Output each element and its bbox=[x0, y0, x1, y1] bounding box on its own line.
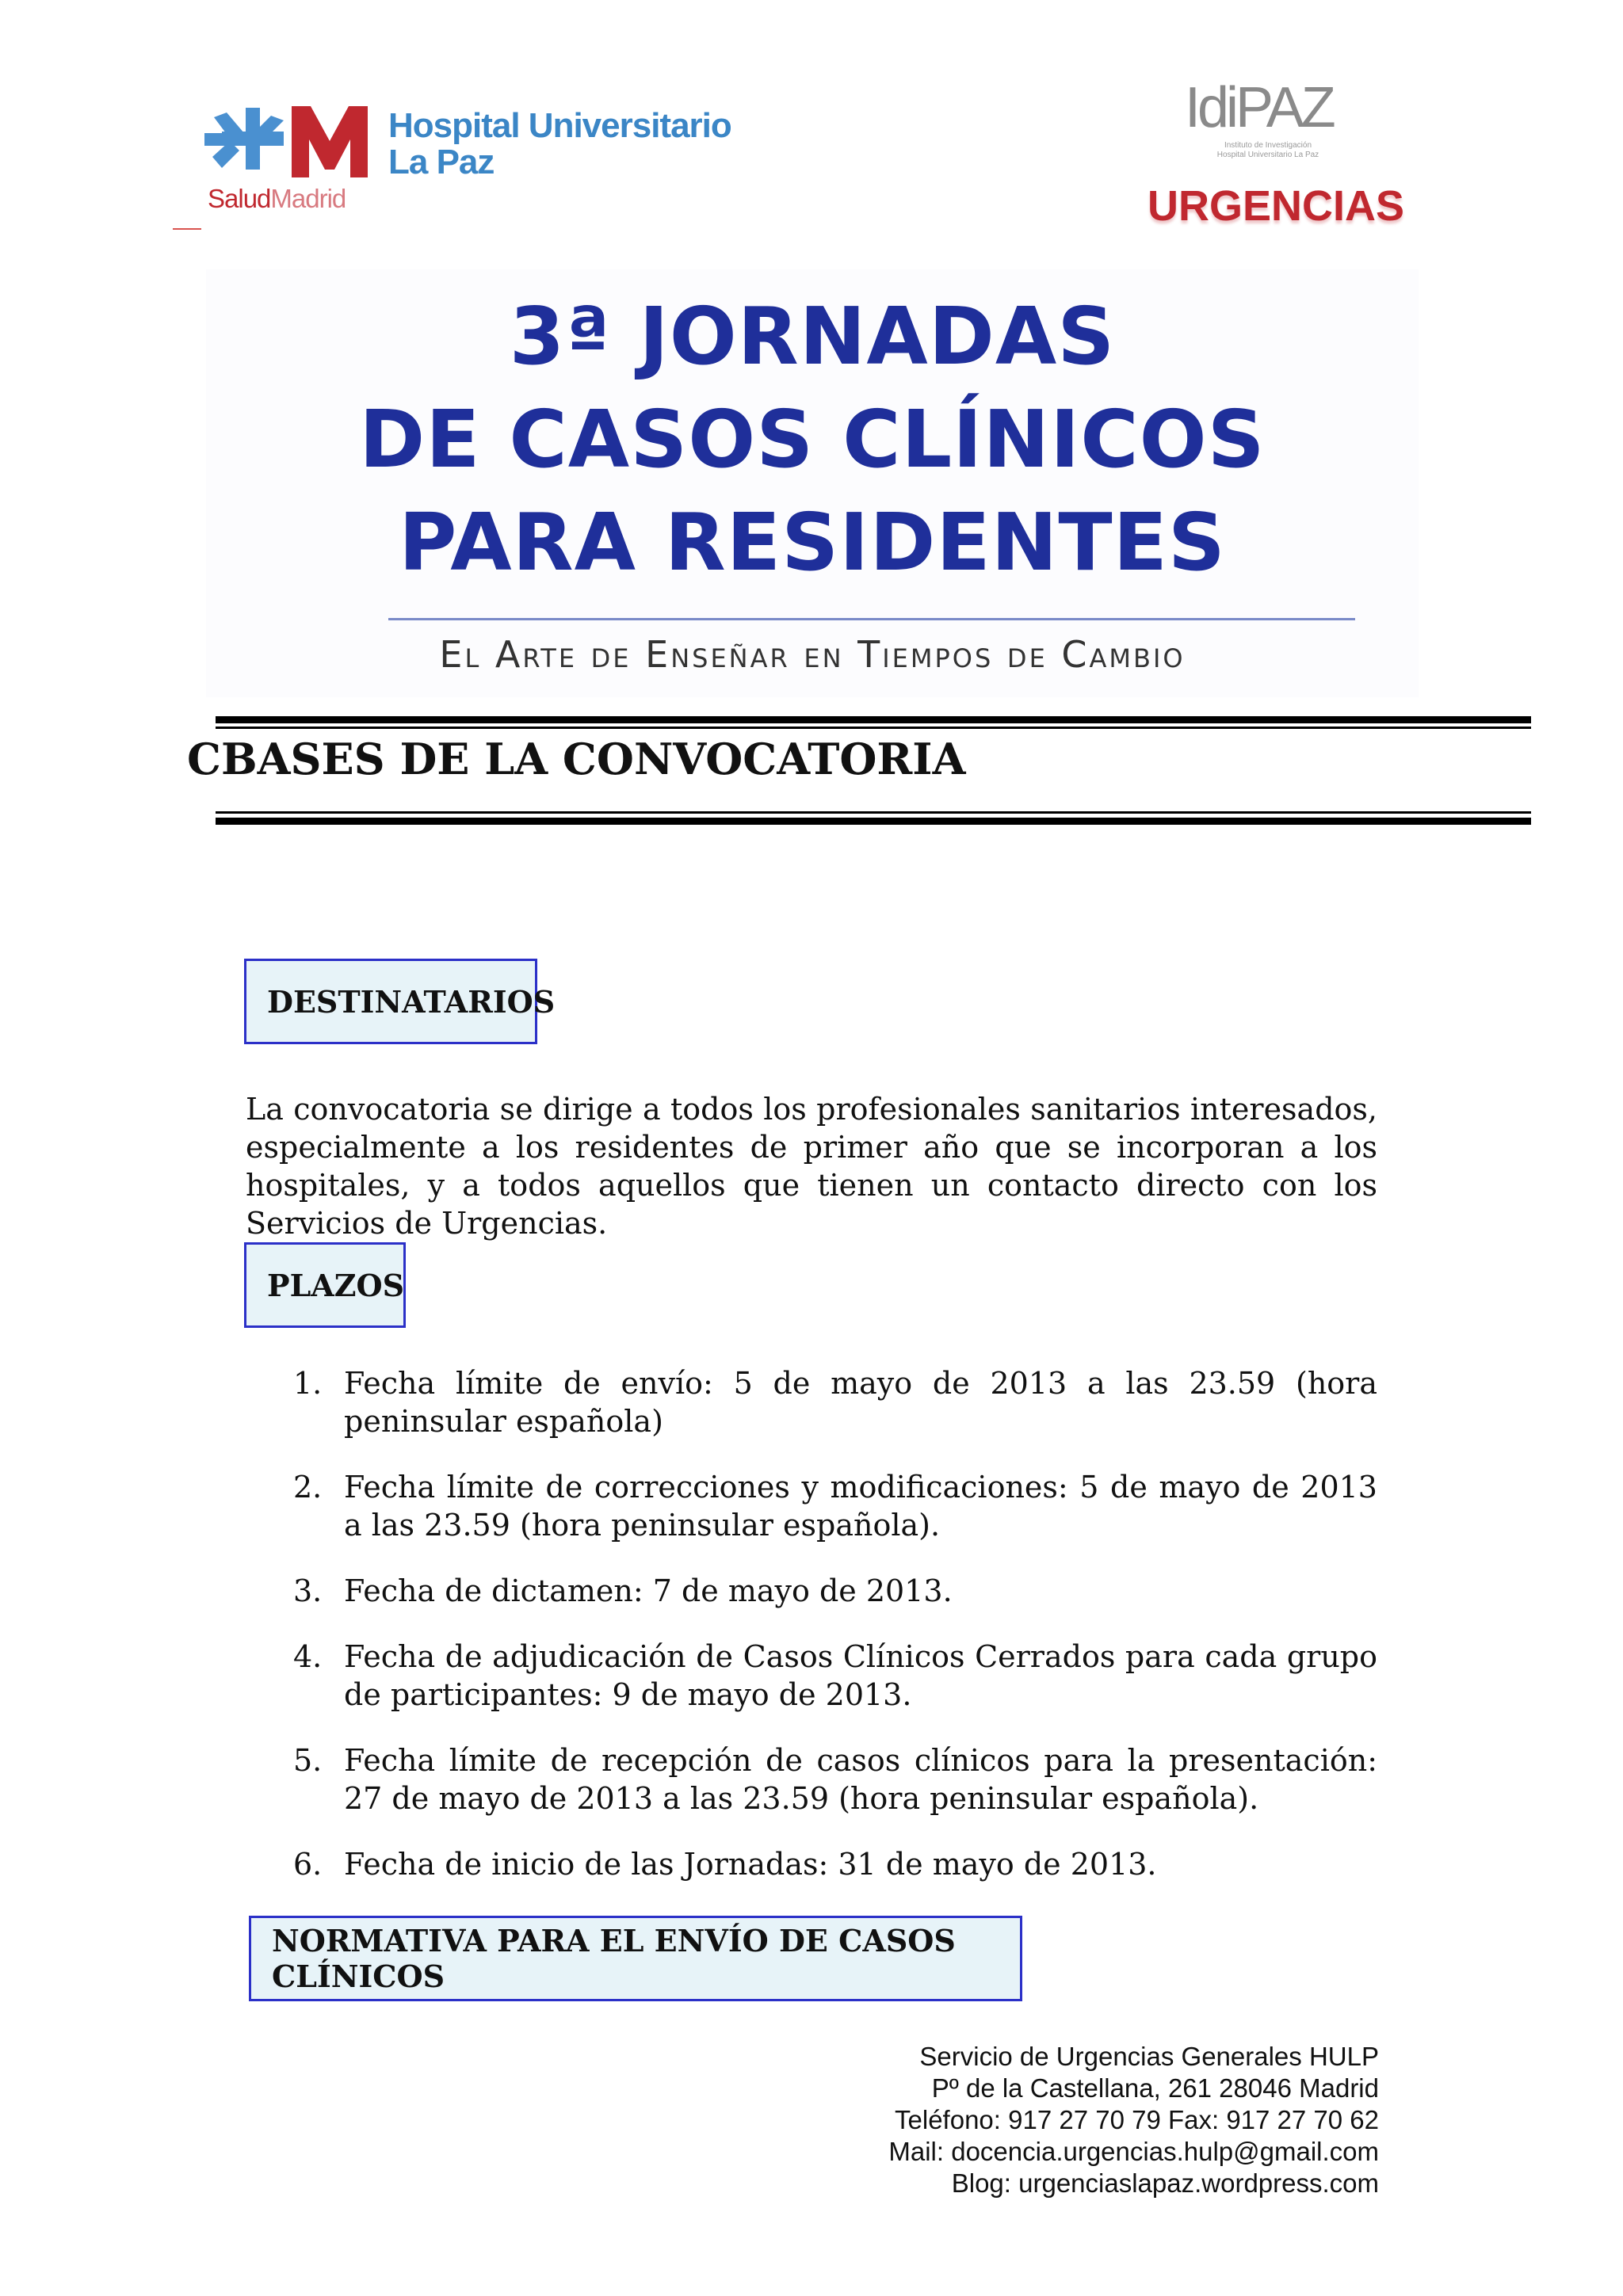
salud-madrid-part2: Madrid bbox=[270, 184, 346, 213]
plazos-item-text: Fecha límite de envío: 5 de mayo de 2013 a las 23.59 (hora peninsular española) bbox=[344, 1366, 1377, 1439]
banner-line-1 bbox=[206, 290, 1419, 383]
hospital-name-line2: La Paz bbox=[388, 143, 495, 181]
banner-line-3 bbox=[206, 496, 1419, 589]
plazos-item-text: Fecha de adjudicación de Casos Clínicos Cerrados para cada grupo de participantes: 9 de mayo de 2013. bbox=[344, 1639, 1377, 1712]
idipaz-logo: IdiPAZ bbox=[1185, 76, 1333, 139]
normativa-heading-text: NORMATIVA PARA EL ENVÍO DE CASOS CLÍNICOS bbox=[272, 1923, 956, 1994]
plazos-item-number: 2. bbox=[293, 1470, 323, 1505]
section-rule-top-thin bbox=[216, 727, 1531, 729]
plazos-item bbox=[293, 1845, 1377, 1883]
section-rule-bottom-thin bbox=[216, 811, 1531, 814]
normativa-heading bbox=[249, 1916, 1022, 2001]
plazos-item-number: 5. bbox=[293, 1743, 323, 1778]
plazos-item bbox=[293, 1638, 1377, 1714]
footer-service: Servicio de Urgencias Generales HULP bbox=[919, 2042, 1379, 2071]
section-title: CBASES DE LA CONVOCATORIA bbox=[187, 734, 966, 784]
plazos-item-number: 1. bbox=[293, 1366, 323, 1401]
plazos-item-number: 3. bbox=[293, 1573, 323, 1608]
footer-mail[interactable]: Mail: docencia.urgencias.hulp@gmail.com bbox=[888, 2137, 1379, 2166]
plazos-heading bbox=[244, 1242, 406, 1328]
plazos-item-number: 6. bbox=[293, 1847, 323, 1882]
plazos-item bbox=[293, 1364, 1377, 1440]
hospital-name bbox=[388, 108, 785, 181]
plazos-item-number: 4. bbox=[293, 1639, 323, 1674]
banner-line-2 bbox=[206, 393, 1419, 486]
banner-line-1-text: 3ª JORNADAS bbox=[509, 290, 1116, 383]
idipaz-subtitle-line2: Hospital Universitario La Paz bbox=[1216, 151, 1319, 159]
hospital-name-line1: Hospital Universitario bbox=[388, 106, 731, 145]
plazos-item-text: Fecha de dictamen: 7 de mayo de 2013. bbox=[344, 1573, 953, 1608]
banner-subtitle: El Arte de Enseñar en Tiempos de Cambio bbox=[439, 633, 1186, 676]
plazos-item bbox=[293, 1468, 1377, 1544]
contact-footer bbox=[792, 2041, 1379, 2199]
destinatarios-text: La convocatoria se dirige a todos los profesionales sanitarios interesados, especialmente a los residentes de primer año que se incorporan a los hospitales, y a todos aquellos que tienen un contacto directo con los Servicios de Urgencias. bbox=[246, 1092, 1377, 1241]
plazos-item bbox=[293, 1741, 1377, 1817]
urgencias-label: URGENCIAS bbox=[1148, 182, 1405, 230]
banner-rule bbox=[388, 618, 1355, 620]
idipaz-subtitle bbox=[1189, 141, 1347, 160]
idipaz-subtitle-line1: Instituto de Investigación bbox=[1224, 141, 1312, 150]
banner-line-3-text: PARA RESIDENTES bbox=[399, 496, 1226, 589]
plazos-item-text: Fecha límite de correcciones y modificaciones: 5 de mayo de 2013 a las 23.59 (hora peninsular española). bbox=[344, 1470, 1377, 1543]
footer-phone: Teléfono: 917 27 70 79 Fax: 917 27 70 62 bbox=[895, 2105, 1379, 2134]
plazos-list bbox=[293, 1364, 1377, 1911]
event-banner bbox=[206, 269, 1419, 697]
section-rule-top-thick bbox=[216, 716, 1531, 723]
section-rule-bottom-thick bbox=[216, 818, 1531, 825]
footer-blog[interactable]: Blog: urgenciaslapaz.wordpress.com bbox=[951, 2168, 1379, 2198]
salud-madrid-part1: Salud bbox=[208, 184, 271, 213]
plazos-item-text: Fecha límite de recepción de casos clínicos para la presentación: 27 de mayo de 2013 a las 23.59 (hora peninsular española). bbox=[344, 1743, 1377, 1816]
plazos-item-text: Fecha de inicio de las Jornadas: 31 de mayo de 2013. bbox=[344, 1847, 1157, 1882]
footer-address: Pº de la Castellana, 261 28046 Madrid bbox=[931, 2073, 1379, 2103]
salud-madrid-label bbox=[208, 184, 346, 214]
destinatarios-heading bbox=[244, 959, 556, 1044]
banner-line-2-text: DE CASOS CLÍNICOS bbox=[359, 393, 1266, 486]
plazos-item bbox=[293, 1572, 1377, 1610]
destinatarios-heading-text: DESTINATARIOS bbox=[267, 983, 556, 1020]
plazos-heading-text: PLAZOS bbox=[267, 1267, 405, 1303]
header-divider bbox=[173, 228, 201, 230]
